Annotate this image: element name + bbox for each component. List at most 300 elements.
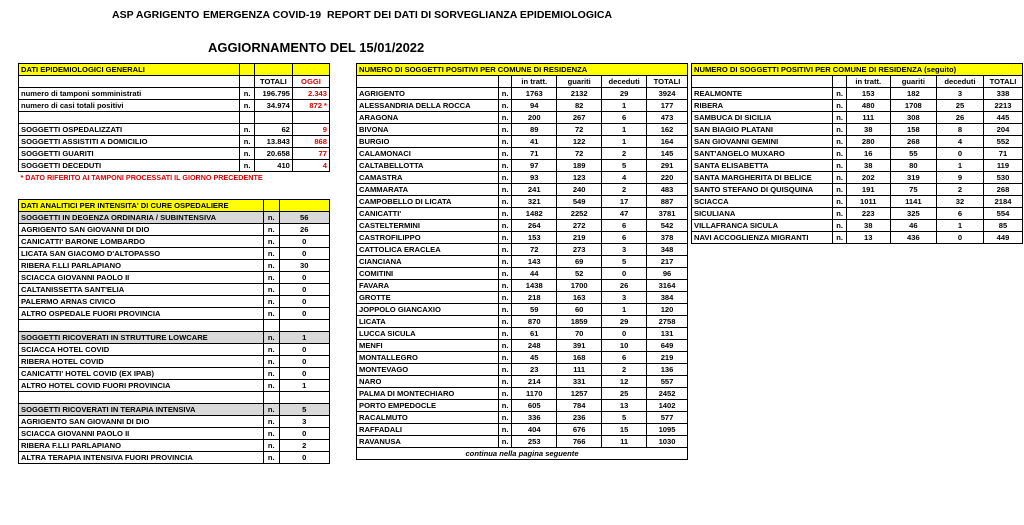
- comuni-row: [692, 124, 1023, 136]
- comuni-row: [357, 160, 688, 172]
- general-row-today: 77: [292, 148, 329, 160]
- hospital-row: [19, 368, 330, 380]
- general-row: [19, 148, 330, 160]
- comuni-row: [357, 400, 688, 412]
- unit-cell: n.: [264, 428, 279, 440]
- comuni-row: [692, 160, 1023, 172]
- unit-cell: n.: [499, 208, 512, 220]
- comune-name: FAVARA: [357, 280, 499, 292]
- comune-value: 1859: [557, 316, 602, 328]
- comune-value: 45: [512, 352, 557, 364]
- comuni-row: [357, 268, 688, 280]
- spacer-row: [19, 392, 330, 404]
- unit-cell: n.: [833, 184, 846, 196]
- general-row-today: 4: [292, 160, 329, 172]
- comune-value: 2452: [647, 388, 688, 400]
- hospital-data-table: [18, 199, 330, 464]
- comuni-row: [357, 112, 688, 124]
- comune-name: RACALMUTO: [357, 412, 499, 424]
- comuni-title-row: [357, 64, 688, 76]
- comune-value: 6: [602, 112, 647, 124]
- unit-cell: n.: [264, 260, 279, 272]
- unit-cell: n.: [833, 160, 846, 172]
- comune-value: 325: [890, 208, 936, 220]
- comuni-table-2: [691, 63, 1023, 244]
- unit-cell: n.: [264, 344, 279, 356]
- unit-cell: n.: [499, 388, 512, 400]
- hospital-group-row: [19, 212, 330, 224]
- unit-cell: n.: [499, 412, 512, 424]
- general-row: [19, 160, 330, 172]
- comune-value: 2: [936, 184, 983, 196]
- general-row-total: 34.974: [254, 100, 292, 112]
- comune-value: 71: [984, 148, 1023, 160]
- comune-name: CALTABELLOTTA: [357, 160, 499, 172]
- comune-value: 552: [984, 136, 1023, 148]
- comuni-row: [692, 148, 1023, 160]
- comuni-title-row: [692, 64, 1023, 76]
- unit-cell: n.: [833, 112, 846, 124]
- comuni-col-header: TOTALI: [984, 76, 1023, 88]
- comune-value: 217: [647, 256, 688, 268]
- comune-value: 1700: [557, 280, 602, 292]
- comuni-col-header: in tratt.: [512, 76, 557, 88]
- comuni-col-header: guariti: [890, 76, 936, 88]
- comune-value: 204: [984, 124, 1023, 136]
- comune-value: 111: [557, 364, 602, 376]
- general-row-total: 13.843: [254, 136, 292, 148]
- comune-value: 1: [936, 220, 983, 232]
- comune-name: SANT'ANGELO MUXARO: [692, 148, 833, 160]
- spacer-cell: [264, 200, 279, 212]
- unit-cell: n.: [499, 328, 512, 340]
- hospital-row: [19, 272, 330, 284]
- unit-cell: n.: [499, 184, 512, 196]
- comune-value: 253: [512, 436, 557, 448]
- comune-value: 29: [602, 88, 647, 100]
- unit-cell: n.: [833, 124, 846, 136]
- comune-value: 449: [984, 232, 1023, 244]
- comune-value: 168: [557, 352, 602, 364]
- hospital-row-label: LICATA SAN GIACOMO D'ALTOPASSO: [19, 248, 264, 260]
- comune-value: 29: [602, 316, 647, 328]
- spacer-row: [19, 320, 330, 332]
- hospital-row-label: CANICATTI' BARONE LOMBARDO: [19, 236, 264, 248]
- comune-value: 280: [846, 136, 890, 148]
- comuni-row: [692, 208, 1023, 220]
- hospital-row: [19, 260, 330, 272]
- comune-name: NARO: [357, 376, 499, 388]
- comune-value: 0: [602, 328, 647, 340]
- comune-name: MONTEVAGO: [357, 364, 499, 376]
- hospital-row-label: RIBERA F.LLI PARLAPIANO: [19, 440, 264, 452]
- comuni-col-header: deceduti: [936, 76, 983, 88]
- comune-value: 240: [557, 184, 602, 196]
- hospital-group-row: [19, 404, 330, 416]
- comune-value: 480: [846, 100, 890, 112]
- col-oggi-header: OGGI: [292, 76, 329, 88]
- comuni-row: [357, 136, 688, 148]
- comune-value: 264: [512, 220, 557, 232]
- hospital-row: [19, 284, 330, 296]
- comune-value: 384: [647, 292, 688, 304]
- comune-value: 236: [557, 412, 602, 424]
- spacer-cell: [254, 112, 292, 124]
- unit-cell: n.: [499, 316, 512, 328]
- general-row-today: 9: [292, 124, 329, 136]
- spacer-cell: [240, 64, 254, 76]
- hospital-row-value: 0: [279, 284, 329, 296]
- hospital-row-label: CANICATTI' HOTEL COVID (EX IPAB): [19, 368, 264, 380]
- unit-cell: n.: [264, 380, 279, 392]
- comune-value: 887: [647, 196, 688, 208]
- general-row-label: SOGGETTI DECEDUTI: [19, 160, 240, 172]
- comuni-table-1: [356, 63, 688, 460]
- comune-name: GROTTE: [357, 292, 499, 304]
- comune-name: SANTA ELISABETTA: [692, 160, 833, 172]
- hospital-row: [19, 440, 330, 452]
- comune-name: SAMBUCA DI SICILIA: [692, 112, 833, 124]
- comune-name: LICATA: [357, 316, 499, 328]
- comuni-row: [692, 220, 1023, 232]
- comune-value: 46: [890, 220, 936, 232]
- unit-cell: n.: [499, 196, 512, 208]
- unit-cell: n.: [499, 304, 512, 316]
- spacer-cell: [292, 64, 329, 76]
- comune-value: 6: [602, 352, 647, 364]
- comuni-col-header: deceduti: [602, 76, 647, 88]
- comune-name: NAVI ACCOGLIENZA MIGRANTI: [692, 232, 833, 244]
- comune-value: 1: [602, 304, 647, 316]
- comuni-row: [692, 184, 1023, 196]
- hospital-row-value: 0: [279, 452, 329, 464]
- topic-name: EMERGENZA COVID-19: [203, 9, 322, 21]
- unit-cell: n.: [499, 352, 512, 364]
- hospital-row-value: 1: [279, 380, 329, 392]
- comune-value: 122: [557, 136, 602, 148]
- comune-name: MONTALLEGRO: [357, 352, 499, 364]
- unit-cell: n.: [264, 404, 279, 416]
- hospital-row-value: 0: [279, 248, 329, 260]
- general-row-label: numero di tamponi somministrati: [19, 88, 240, 100]
- hospital-row: [19, 236, 330, 248]
- comune-name: BIVONA: [357, 124, 499, 136]
- unit-cell: n.: [499, 244, 512, 256]
- general-row-label: numero di casi totali positivi: [19, 100, 240, 112]
- unit-cell: n.: [499, 220, 512, 232]
- comune-value: 1708: [890, 100, 936, 112]
- comuni-row: [692, 172, 1023, 184]
- comune-value: 111: [846, 112, 890, 124]
- spacer-cell: [264, 392, 279, 404]
- comune-value: 177: [647, 100, 688, 112]
- comune-value: 248: [512, 340, 557, 352]
- spacer-cell: [254, 64, 292, 76]
- comune-value: 2: [602, 148, 647, 160]
- comune-name: SANTA MARGHERITA DI BELICE: [692, 172, 833, 184]
- general-note-row: [19, 172, 330, 184]
- comune-value: 82: [557, 100, 602, 112]
- general-row: [19, 88, 330, 100]
- hospital-row: [19, 356, 330, 368]
- comune-value: 120: [647, 304, 688, 316]
- comune-value: 605: [512, 400, 557, 412]
- comuni-row: [692, 136, 1023, 148]
- comune-value: 85: [984, 220, 1023, 232]
- comune-name: CASTROFILIPPO: [357, 232, 499, 244]
- comune-value: 268: [890, 136, 936, 148]
- comune-name: CAMMARATA: [357, 184, 499, 196]
- comune-value: 41: [512, 136, 557, 148]
- unit-cell: n.: [833, 136, 846, 148]
- comune-value: 8: [936, 124, 983, 136]
- unit-cell: n.: [833, 172, 846, 184]
- comune-value: 13: [602, 400, 647, 412]
- comune-value: 145: [647, 148, 688, 160]
- unit-cell: n.: [499, 436, 512, 448]
- comune-name: RIBERA: [692, 100, 833, 112]
- hospital-group-value: 5: [279, 404, 329, 416]
- comune-value: 220: [647, 172, 688, 184]
- comune-value: 784: [557, 400, 602, 412]
- hospital-row-label: ALTRO HOTEL COVID FUORI PROVINCIA: [19, 380, 264, 392]
- general-row-total: 62: [254, 124, 292, 136]
- unit-cell: n.: [264, 284, 279, 296]
- hospital-row-value: 0: [279, 308, 329, 320]
- comune-value: 80: [890, 160, 936, 172]
- hospital-row-label: PALERMO ARNAS CIVICO: [19, 296, 264, 308]
- unit-cell: n.: [264, 296, 279, 308]
- comuni-col-header: guariti: [557, 76, 602, 88]
- comuni-row: [357, 412, 688, 424]
- comune-name: RAVANUSA: [357, 436, 499, 448]
- comune-value: 0: [602, 268, 647, 280]
- hospital-row: [19, 452, 330, 464]
- comune-name: VILLAFRANCA SICULA: [692, 220, 833, 232]
- comune-value: 119: [984, 160, 1023, 172]
- hospital-row-label: AGRIGENTO SAN GIOVANNI DI DIO: [19, 224, 264, 236]
- comune-value: 549: [557, 196, 602, 208]
- comune-value: 10: [602, 340, 647, 352]
- comuni-row: [357, 364, 688, 376]
- comune-value: 5: [602, 160, 647, 172]
- comune-value: 336: [512, 412, 557, 424]
- comune-value: 391: [557, 340, 602, 352]
- unit-cell: n.: [499, 268, 512, 280]
- comune-value: 1257: [557, 388, 602, 400]
- comune-value: 483: [647, 184, 688, 196]
- unit-cell: n.: [240, 136, 254, 148]
- spacer-cell: [357, 76, 499, 88]
- hospital-row: [19, 296, 330, 308]
- comune-name: SAN GIOVANNI GEMINI: [692, 136, 833, 148]
- comune-value: 72: [557, 124, 602, 136]
- update-date: AGGIORNAMENTO DEL 15/01/2022: [208, 40, 425, 55]
- comune-value: 17: [602, 196, 647, 208]
- comune-value: 1: [602, 124, 647, 136]
- comune-value: 3: [602, 292, 647, 304]
- hospital-row-label: ALTRO OSPEDALE FUORI PROVINCIA: [19, 308, 264, 320]
- comuni-header-row: [692, 76, 1023, 88]
- comuni-row: [692, 196, 1023, 208]
- comune-value: 2184: [984, 196, 1023, 208]
- comune-value: 0: [936, 148, 983, 160]
- comune-value: 16: [846, 148, 890, 160]
- comune-value: 52: [557, 268, 602, 280]
- comune-value: 870: [512, 316, 557, 328]
- comune-value: 223: [846, 208, 890, 220]
- comune-value: 445: [984, 112, 1023, 124]
- comune-value: 1763: [512, 88, 557, 100]
- comune-value: 12: [602, 376, 647, 388]
- hospital-row-value: 26: [279, 224, 329, 236]
- hospital-row-value: 0: [279, 236, 329, 248]
- comune-value: 436: [890, 232, 936, 244]
- unit-cell: n.: [499, 280, 512, 292]
- comune-value: 3: [936, 88, 983, 100]
- spacer-cell: [19, 392, 264, 404]
- unit-cell: n.: [499, 124, 512, 136]
- comuni-row: [357, 388, 688, 400]
- comune-value: 11: [602, 436, 647, 448]
- comune-value: 136: [647, 364, 688, 376]
- comune-value: 5: [602, 256, 647, 268]
- comune-value: 3924: [647, 88, 688, 100]
- comuni-header-row: [357, 76, 688, 88]
- comune-value: 2: [602, 184, 647, 196]
- comune-value: 191: [846, 184, 890, 196]
- comune-value: 25: [936, 100, 983, 112]
- comune-value: 1095: [647, 424, 688, 436]
- comune-value: 164: [647, 136, 688, 148]
- comune-name: REALMONTE: [692, 88, 833, 100]
- comune-name: ARAGONA: [357, 112, 499, 124]
- spacer-cell: [279, 200, 329, 212]
- unit-cell: n.: [833, 88, 846, 100]
- comune-value: 1402: [647, 400, 688, 412]
- comune-value: 3: [602, 244, 647, 256]
- comuni-row: [357, 220, 688, 232]
- unit-cell: n.: [240, 160, 254, 172]
- spacer-cell: [264, 320, 279, 332]
- comune-value: 32: [936, 196, 983, 208]
- comune-value: 26: [602, 280, 647, 292]
- general-row-label: SOGGETTI OSPEDALIZZATI: [19, 124, 240, 136]
- comuni-row: [357, 352, 688, 364]
- unit-cell: n.: [499, 148, 512, 160]
- comune-value: 319: [890, 172, 936, 184]
- hospital-row-value: 2: [279, 440, 329, 452]
- hospital-row-value: 3: [279, 416, 329, 428]
- org-name: ASP AGRIGENTO: [112, 9, 200, 21]
- spacer-cell: [279, 320, 329, 332]
- unit-cell: n.: [264, 248, 279, 260]
- spacer-cell: [19, 112, 240, 124]
- comuni-row: [357, 172, 688, 184]
- comune-value: 70: [557, 328, 602, 340]
- comune-value: 557: [647, 376, 688, 388]
- hospital-row-label: SCIACCA HOTEL COVID: [19, 344, 264, 356]
- comune-value: 2: [602, 364, 647, 376]
- comuni-col-header: TOTALI: [647, 76, 688, 88]
- unit-cell: n.: [264, 416, 279, 428]
- comuni-row: [357, 208, 688, 220]
- comuni-row: [357, 304, 688, 316]
- comune-name: SANTO STEFANO DI QUISQUINA: [692, 184, 833, 196]
- hospital-group-row: [19, 332, 330, 344]
- general-row-total: 410: [254, 160, 292, 172]
- comune-name: ALESSANDRIA DELLA ROCCA: [357, 100, 499, 112]
- comune-value: 272: [557, 220, 602, 232]
- comune-value: 404: [512, 424, 557, 436]
- comune-value: 1170: [512, 388, 557, 400]
- hospital-title: DATI ANALITICI PER INTENSITA' DI CURE OSPEDALIERE: [19, 200, 264, 212]
- comune-name: SCIACCA: [692, 196, 833, 208]
- comune-name: SICULIANA: [692, 208, 833, 220]
- comune-value: 38: [846, 160, 890, 172]
- unit-cell: n.: [499, 376, 512, 388]
- unit-cell: n.: [240, 88, 254, 100]
- unit-cell: n.: [264, 236, 279, 248]
- unit-cell: n.: [264, 440, 279, 452]
- comune-name: PORTO EMPEDOCLE: [357, 400, 499, 412]
- comune-value: 131: [647, 328, 688, 340]
- comune-name: AGRIGENTO: [357, 88, 499, 100]
- comune-value: 25: [602, 388, 647, 400]
- unit-cell: n.: [264, 452, 279, 464]
- comune-name: MENFI: [357, 340, 499, 352]
- comuni-row: [357, 436, 688, 448]
- comune-value: 1011: [846, 196, 890, 208]
- comune-value: 378: [647, 232, 688, 244]
- comuni-row: [357, 376, 688, 388]
- comune-value: 158: [890, 124, 936, 136]
- comune-name: CIANCIANA: [357, 256, 499, 268]
- general-row: [19, 124, 330, 136]
- general-data-table: [18, 63, 330, 183]
- comune-name: RAFFADALI: [357, 424, 499, 436]
- comune-name: CAMPOBELLO DI LICATA: [357, 196, 499, 208]
- unit-cell: n.: [499, 424, 512, 436]
- comuni-row: [357, 328, 688, 340]
- comune-name: CANICATTI': [357, 208, 499, 220]
- comune-name: PALMA DI MONTECHIARO: [357, 388, 499, 400]
- general-title: DATI EPIDEMIOLOGICI GENERALI: [19, 64, 240, 76]
- comune-value: 72: [512, 244, 557, 256]
- comuni-row: [692, 232, 1023, 244]
- comune-value: 44: [512, 268, 557, 280]
- general-row-today: 868: [292, 136, 329, 148]
- comune-value: 162: [647, 124, 688, 136]
- comune-value: 1141: [890, 196, 936, 208]
- comune-name: JOPPOLO GIANCAXIO: [357, 304, 499, 316]
- comune-value: 6: [602, 220, 647, 232]
- hospital-row: [19, 308, 330, 320]
- comuni-row: [357, 256, 688, 268]
- spacer-cell: [292, 112, 329, 124]
- general-row-label: SOGGETTI ASSISTITI A DOMICILIO: [19, 136, 240, 148]
- comune-value: 6: [936, 208, 983, 220]
- comune-value: 348: [647, 244, 688, 256]
- comune-name: CAMASTRA: [357, 172, 499, 184]
- comuni-row: [357, 88, 688, 100]
- unit-cell: n.: [499, 88, 512, 100]
- hospital-row-value: 0: [279, 368, 329, 380]
- comune-value: 321: [512, 196, 557, 208]
- hospital-row: [19, 416, 330, 428]
- hospital-row: [19, 428, 330, 440]
- comune-value: 4: [602, 172, 647, 184]
